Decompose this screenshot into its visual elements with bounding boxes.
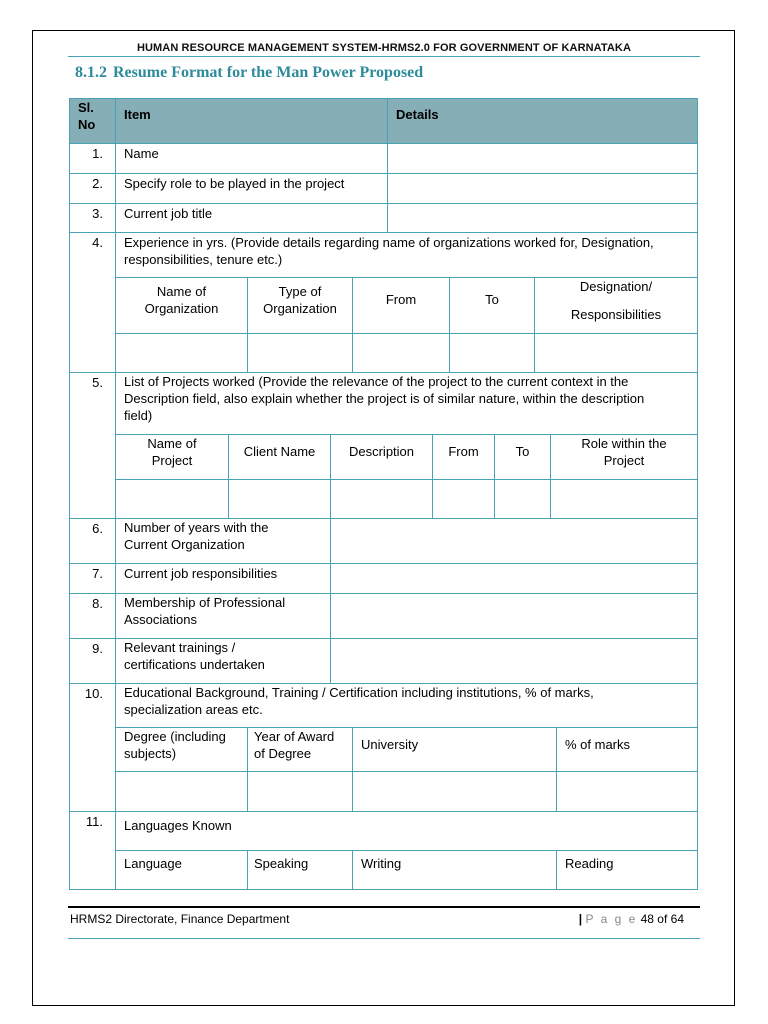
exp-col-from — [352, 277, 450, 334]
row-8-details-cell[interactable] — [330, 593, 698, 639]
proj-col-from-label: From — [448, 444, 479, 459]
lang-col-language-label: Language — [124, 856, 182, 871]
row-1-item-cell — [115, 143, 388, 174]
edu-col-degree-line-1: Degree (including — [124, 729, 226, 744]
row-8-item-cell — [115, 593, 331, 639]
exp-entry-organization[interactable] — [115, 333, 248, 373]
row-9-item-cell — [115, 638, 331, 684]
row-number: 5. — [92, 375, 103, 390]
proj-col-role-line-1: Role within the — [581, 436, 667, 451]
proj-entry-client[interactable] — [228, 479, 331, 519]
lang-col-reading — [556, 850, 698, 890]
row-5-number-cell — [69, 372, 116, 519]
row-7-number-cell — [69, 563, 116, 594]
row-6-item-cell — [115, 518, 331, 564]
row-4-item-cell — [115, 232, 698, 278]
row-9-number-cell — [69, 638, 116, 684]
proj-entry-to[interactable] — [494, 479, 551, 519]
exp-col-to — [449, 277, 535, 334]
row-6-item-line-1: Number of years with the — [124, 520, 269, 535]
row-4-number-cell — [69, 232, 116, 373]
edu-col-university-label: University — [361, 737, 419, 752]
row-number: 2. — [92, 176, 103, 191]
exp-col-org-line-2: Organization — [144, 301, 219, 316]
exp-entry-from[interactable] — [352, 333, 450, 373]
row-number: 10. — [84, 686, 103, 701]
row-9-item-line-2: certifications undertaken — [124, 657, 265, 672]
lang-col-writing — [352, 850, 557, 890]
proj-col-description — [330, 434, 433, 480]
exp-col-to-label: To — [485, 292, 499, 307]
edu-col-degree-line-2: subjects) — [124, 746, 177, 761]
row-1-item-label: Name — [124, 146, 159, 161]
row-number: 6. — [92, 521, 103, 536]
lang-col-speaking — [247, 850, 353, 890]
footer-page-count: 48 of 64 — [640, 912, 684, 926]
exp-entry-to[interactable] — [449, 333, 535, 373]
exp-col-organization — [115, 277, 248, 334]
proj-entry-role[interactable] — [550, 479, 698, 519]
row-number: 4. — [92, 235, 103, 250]
proj-entry-name[interactable] — [115, 479, 229, 519]
proj-entry-from[interactable] — [432, 479, 495, 519]
proj-col-role — [550, 434, 698, 480]
row-3-item-cell — [115, 203, 388, 233]
row-3-number-cell — [69, 203, 116, 233]
proj-col-role-line-2: Project — [603, 453, 645, 468]
header-details-label: Details — [396, 107, 439, 122]
row-7-item-cell — [115, 563, 331, 594]
exp-col-type — [247, 277, 353, 334]
row-10-item-line-2: specialization areas etc. — [124, 702, 263, 717]
lang-col-language — [115, 850, 248, 890]
row-8-number-cell — [69, 593, 116, 639]
row-5-item-line-3: field) — [124, 408, 153, 423]
table-header-details — [387, 98, 698, 144]
edu-entry-year[interactable] — [247, 771, 353, 812]
footer-department: HRMS2 Directorate, Finance Department — [70, 912, 290, 926]
row-number: 1. — [92, 146, 103, 161]
edu-col-marks — [556, 727, 698, 772]
exp-col-desig-line-2: Responsibilities — [570, 307, 662, 322]
exp-col-desig-line-1: Designation/ — [579, 279, 653, 294]
header-sl-label: Sl. — [78, 100, 94, 115]
header-item-label: Item — [124, 107, 151, 122]
edu-col-degree — [115, 727, 248, 772]
edu-col-university — [352, 727, 557, 772]
row-1-details-cell[interactable] — [387, 143, 698, 174]
exp-col-type-line-2: Organization — [263, 301, 337, 316]
proj-col-from — [432, 434, 495, 480]
edu-entry-degree[interactable] — [115, 771, 248, 812]
section-heading — [69, 64, 423, 82]
proj-col-name-line-2: Project — [151, 453, 193, 468]
row-2-details-cell[interactable] — [387, 173, 698, 204]
row-5-item-cell — [115, 372, 698, 435]
row-number: 8. — [92, 596, 103, 611]
section-number: 8.1.2 — [75, 64, 107, 81]
exp-entry-type[interactable] — [247, 333, 353, 373]
exp-col-designation — [534, 277, 698, 334]
header-rule — [68, 56, 700, 57]
edu-col-marks-label: % of marks — [565, 737, 631, 752]
edu-col-year-line-2: of Degree — [254, 746, 312, 761]
document-header: HUMAN RESOURCE MANAGEMENT SYSTEM-HRMS2.0 FOR GOVERNMENT OF KARNATAKA — [136, 42, 632, 54]
row-number: 3. — [92, 206, 103, 221]
footer-page-word: P a g e — [585, 912, 638, 926]
row-6-number-cell — [69, 518, 116, 564]
lang-col-speaking-label: Speaking — [254, 856, 309, 871]
row-9-item-line-1: Relevant trainings / — [124, 640, 236, 655]
lang-col-writing-label: Writing — [361, 856, 402, 871]
row-9-details-cell[interactable] — [330, 638, 698, 684]
proj-col-name — [115, 434, 229, 480]
proj-col-description-label: Description — [348, 444, 415, 459]
footer-page-number — [579, 912, 684, 926]
exp-col-from-label: From — [385, 292, 417, 307]
row-10-item-cell — [115, 683, 698, 728]
row-6-details-cell[interactable] — [330, 518, 698, 564]
row-7-details-cell[interactable] — [330, 563, 698, 594]
row-3-details-cell[interactable] — [387, 203, 698, 233]
edu-col-year-line-1: Year of Award — [254, 729, 335, 744]
row-4-item-line-1: Experience in yrs. (Provide details regarding name of organizations worked for, Designation, — [124, 235, 654, 250]
row-number: 9. — [92, 641, 103, 656]
footer-bottom-rule — [68, 938, 700, 939]
exp-entry-designation[interactable] — [534, 333, 698, 373]
row-2-item-label: Specify role to be played in the project — [124, 176, 345, 191]
header-no-label: No — [78, 117, 96, 132]
row-1-number-cell — [69, 143, 116, 174]
table-header-sl — [69, 98, 116, 144]
row-6-item-line-2: Current Organization — [124, 537, 245, 552]
lang-col-reading-label: Reading — [565, 856, 614, 871]
edu-col-year — [247, 727, 353, 772]
edu-entry-marks[interactable] — [556, 771, 698, 812]
row-7-item-label: Current job responsibilities — [124, 566, 278, 581]
proj-entry-description[interactable] — [330, 479, 433, 519]
table-header-item — [115, 98, 388, 144]
row-2-item-cell — [115, 173, 388, 204]
row-3-item-label: Current job title — [124, 206, 213, 221]
edu-entry-university[interactable] — [352, 771, 557, 812]
row-11-number-cell — [69, 811, 116, 890]
row-5-item-line-1: List of Projects worked (Provide the relevance of the project to the current context in the — [124, 374, 629, 389]
row-8-item-line-2: Associations — [124, 612, 197, 627]
row-number: 11. — [85, 814, 103, 829]
proj-col-name-line-1: Name of — [147, 436, 197, 451]
row-number: 7. — [92, 566, 103, 581]
row-10-number-cell — [69, 683, 116, 812]
footer-separator: | — [578, 912, 583, 926]
row-8-item-line-1: Membership of Professional — [124, 595, 286, 610]
section-title: Resume Format for the Man Power Proposed — [113, 64, 424, 81]
row-10-item-line-1: Educational Background, Training / Certification including institutions, % of marks, — [124, 685, 594, 700]
row-5-item-line-2: Description field, also explain whether the project is of similar nature, within the description — [124, 391, 645, 406]
footer-rule — [68, 906, 700, 908]
exp-col-org-line-1: Name of — [156, 284, 207, 299]
row-11-item-cell — [115, 811, 698, 851]
exp-col-type-line-1: Type of — [278, 284, 322, 299]
row-2-number-cell — [69, 173, 116, 204]
proj-col-to — [494, 434, 551, 480]
proj-col-client-label: Client Name — [243, 444, 316, 459]
row-11-item-label: Languages Known — [124, 818, 232, 833]
row-4-item-line-2: responsibilities, tenure etc.) — [124, 252, 283, 267]
proj-col-to-label: To — [515, 444, 530, 459]
proj-col-client — [228, 434, 331, 480]
